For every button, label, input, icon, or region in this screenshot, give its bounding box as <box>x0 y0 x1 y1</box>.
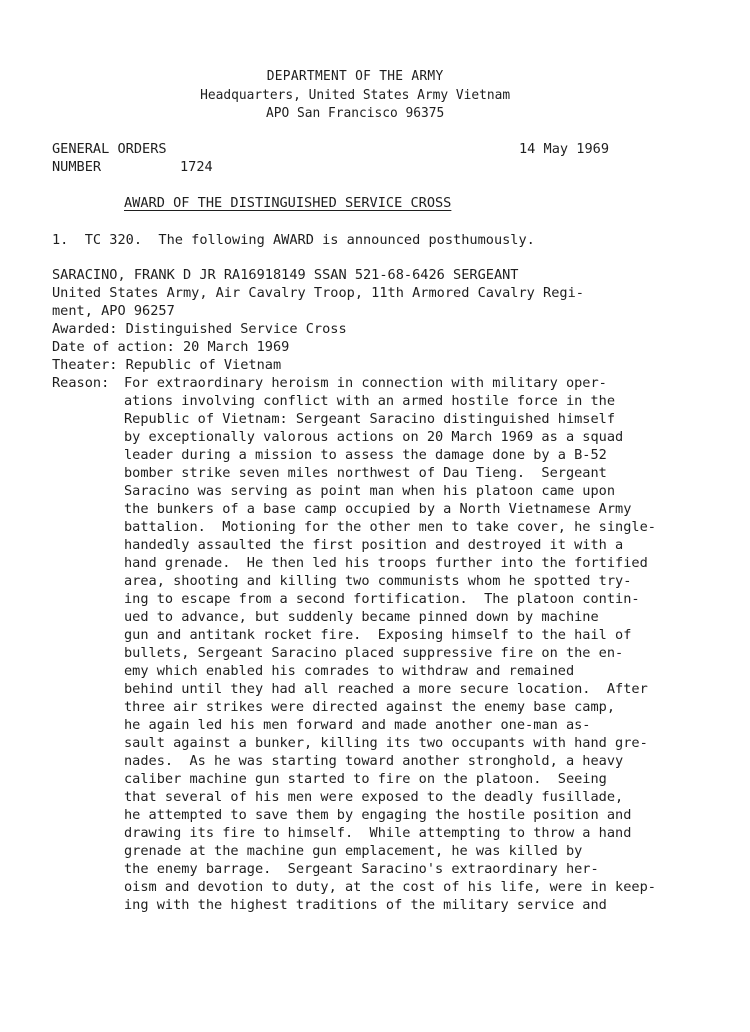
reason-line: area, shooting and killing two communists whom he spotted try- <box>124 573 632 589</box>
reason-line: bomber strike seven miles northwest of Dau Tieng. Sergeant <box>124 465 607 481</box>
reason-line: For extraordinary heroism in connection with military oper- <box>124 375 607 391</box>
reason-line: ing with the highest traditions of the military service and <box>124 897 607 913</box>
reason-line: battalion. Motioning for the other men to take cover, he single- <box>124 519 656 535</box>
reason-line: he attempted to save them by engaging the hostile position and <box>124 807 632 823</box>
theater-line: Theater: Republic of Vietnam <box>52 357 282 373</box>
reason-line: caliber machine gun started to fire on the platoon. Seeing <box>124 771 607 787</box>
recipient-apo-line: ment, APO 96257 <box>52 303 175 319</box>
general-orders-label: GENERAL ORDERS <box>52 141 167 157</box>
reason-line: he again led his men forward and made another one-man as- <box>124 717 591 733</box>
awarded-line: Awarded: Distinguished Service Cross <box>52 321 347 337</box>
reason-line: nades. As he was starting toward another stronghold, a heavy <box>124 753 624 769</box>
reason-line: Saracino was serving as point man when his platoon came upon <box>124 483 616 499</box>
reason-line: ing to escape from a second fortification. The platoon contin- <box>124 591 640 607</box>
reason-line: by exceptionally valorous actions on 20 March 1969 as a squad <box>124 429 624 445</box>
reason-line: that several of his men were exposed to the deadly fusillade, <box>124 789 624 805</box>
reason-line: emy which enabled his comrades to withdraw and remained <box>124 663 575 679</box>
recipient-unit-line: United States Army, Air Cavalry Troop, 11th Armored Cavalry Regi- <box>52 285 584 301</box>
number-label: NUMBER <box>52 159 102 175</box>
reason-label: Reason: <box>52 375 110 391</box>
reason-line: ued to advance, but suddenly became pinned down by machine <box>124 609 599 625</box>
date-of-action-line: Date of action: 20 March 1969 <box>52 339 290 355</box>
reason-line: sault against a bunker, killing its two occupants with hand gre- <box>124 735 648 751</box>
reason-line: behind until they had all reached a more secure location. After <box>124 681 648 697</box>
reason-line: bullets, Sergeant Saracino placed suppressive fire on the en- <box>124 645 624 661</box>
announcement-line: 1. TC 320. The following AWARD is announced posthumously. <box>52 232 535 248</box>
order-number: 1724 <box>180 159 213 175</box>
reason-line: three air strikes were directed against the enemy base camp, <box>124 699 616 715</box>
reason-line: drawing its fire to himself. While attempting to throw a hand <box>124 825 632 841</box>
reason-line: oism and devotion to duty, at the cost of his life, were in keep- <box>124 879 656 895</box>
reason-line: Republic of Vietnam: Sergeant Saracino distinguished himself <box>124 411 616 427</box>
order-date: 14 May 1969 <box>519 141 610 157</box>
department-heading: DEPARTMENT OF THE ARMY <box>266 68 444 84</box>
headquarters-line: Headquarters, United States Army Vietnam <box>200 87 511 103</box>
award-title: AWARD OF THE DISTINGUISHED SERVICE CROSS <box>124 195 452 211</box>
reason-line: ations involving conflict with an armed hostile force in the <box>124 393 616 409</box>
reason-line: leader during a mission to assess the damage done by a B-52 <box>124 447 607 463</box>
reason-line: grenade at the machine gun emplacement, he was killed by <box>124 843 583 859</box>
reason-line: gun and antitank rocket fire. Exposing himself to the hail of <box>124 627 632 643</box>
reason-line: hand grenade. He then led his troops further into the fortified <box>124 555 648 571</box>
reason-line: handedly assaulted the first position and destroyed it with a <box>124 537 624 553</box>
reason-line: the bunkers of a base camp occupied by a North Vietnamese Army <box>124 501 632 517</box>
apo-line: APO San Francisco 96375 <box>265 105 445 121</box>
recipient-name-line: SARACINO, FRANK D JR RA16918149 SSAN 521-68-6426 SERGEANT <box>52 267 519 283</box>
reason-line: the enemy barrage. Sergeant Saracino's extraordinary her- <box>124 861 599 877</box>
